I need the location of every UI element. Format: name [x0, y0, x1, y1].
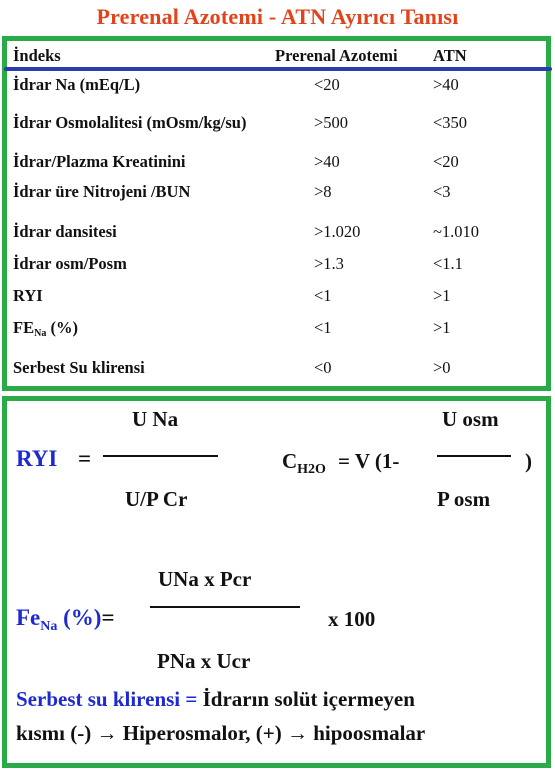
row-prerenal: >8 [314, 182, 332, 201]
ryi-denominator: U/P Cr [125, 487, 188, 511]
fena-multiplier: x 100 [328, 607, 376, 631]
row-prerenal: <1 [314, 318, 332, 337]
fena-fraction-bar [150, 606, 300, 608]
fe-subscript: Na [34, 328, 47, 339]
row-prerenal: >40 [314, 152, 340, 171]
row-atn: <20 [433, 152, 459, 171]
header-index: İndeks [13, 46, 61, 65]
ch2o-label-main: C [282, 449, 298, 473]
row-atn: >40 [433, 75, 459, 94]
free-water-label: Serbest su klirensi [16, 687, 181, 711]
header-divider [4, 67, 552, 71]
fe-label: FE [13, 318, 35, 337]
free-water-fraction-text: kısmı (-) [16, 721, 92, 745]
row-index: İdrar/Plazma Kreatinini [13, 152, 186, 171]
row-prerenal: <0 [314, 358, 332, 377]
hyperosmolar-text: Hiperosmalor, [122, 721, 251, 745]
row-prerenal: <20 [314, 75, 340, 94]
hypoosmolar-text: hipoosmalar [313, 721, 426, 745]
ch2o-close-paren: ) [525, 449, 532, 473]
row-index: Serbest Su klirensi [13, 358, 145, 377]
fena-label-unit: (%) [57, 605, 102, 630]
free-water-equals: = [185, 687, 198, 711]
header-prerenal: Prerenal Azotemi [275, 46, 398, 65]
free-water-line1 [16, 687, 415, 712]
row-atn: >0 [433, 358, 451, 377]
ch2o-label [282, 449, 326, 478]
fena-label [16, 605, 115, 635]
ryi-fraction-bar [103, 455, 218, 457]
ch2o-label-sub: H2O [297, 462, 326, 477]
header-atn: ATN [433, 46, 467, 65]
row-index [13, 318, 78, 339]
row-index: İdrar dansitesi [13, 222, 117, 241]
row-index: RYI [13, 286, 43, 305]
page-title: Prerenal Azotemi - ATN Ayırıcı Tanısı [96, 4, 459, 29]
ch2o-numerator: U osm [442, 407, 499, 431]
fena-denominator: PNa x Ucr [157, 649, 251, 673]
row-index: İdrar osm/Posm [13, 254, 127, 273]
fena-numerator: UNa x Pcr [158, 567, 252, 591]
ryi-equals: = [78, 446, 92, 471]
fena-equals: = [101, 605, 115, 630]
free-water-line2 [16, 721, 425, 746]
row-atn: <350 [433, 113, 468, 132]
row-atn: <3 [433, 182, 451, 201]
fena-label-main: Fe [16, 605, 41, 630]
row-prerenal: >1.3 [314, 254, 344, 273]
row-atn: >1 [433, 318, 451, 337]
ch2o-denominator: P osm [437, 487, 491, 511]
fe-unit: (%) [46, 318, 78, 337]
ch2o-expression: = V (1- [338, 449, 400, 473]
row-index: İdrar üre Nitrojeni /BUN [13, 182, 191, 201]
row-prerenal: >500 [314, 113, 349, 132]
ryi-label: RYI [16, 446, 58, 471]
row-index: İdrar Na (mEq/L) [13, 75, 141, 94]
arrow-right-icon: → [286, 721, 308, 745]
fena-label-sub: Na [40, 619, 58, 634]
row-atn: ~1.010 [433, 222, 480, 241]
free-water-definition: İdrarın solüt içermeyen [202, 687, 415, 711]
row-index: İdrar Osmolalitesi (mOsm/kg/su) [13, 113, 247, 132]
plus-sign-text: (+) [255, 721, 282, 745]
row-atn: >1 [433, 286, 451, 305]
row-atn: <1.1 [433, 254, 463, 273]
row-prerenal: <1 [314, 286, 332, 305]
arrow-right-icon: → [96, 721, 118, 745]
row-prerenal: >1.020 [314, 222, 361, 241]
ch2o-fraction-bar [437, 455, 511, 457]
ryi-numerator: U Na [132, 407, 179, 431]
